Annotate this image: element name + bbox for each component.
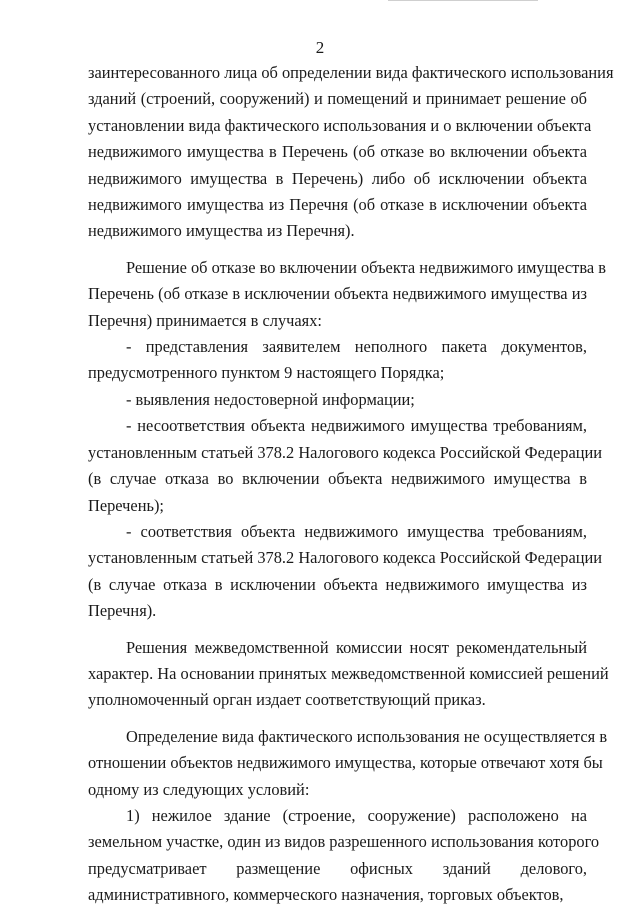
text-line: недвижимого имущества из Перечня (об отказе в исключении объекта [88,195,587,215]
paragraph-gap [88,625,587,635]
text-line: административного, коммерческого назначения, торговых объектов, [88,885,564,905]
text-line: Перечня) принимается в случаях: [88,310,322,330]
paragraph-p1 [88,60,614,245]
text-line: земельном участке, один из видов разрешенного использования которого [88,832,600,852]
text-line: 1) нежилое здание (строение, сооружение) расположено на [126,805,587,825]
text-line: заинтересованного лица об определении вида фактического использования [88,63,614,82]
scan-edge-mark [388,0,538,3]
text-line: характер. На основании принятых межведомственной комиссией решений [88,663,609,683]
text-line: установленным статьей 378.2 Налогового кодекса Российской Федерации [88,442,603,462]
paragraph-p8 [88,724,608,803]
text-line: предусмотренного пунктом 9 настоящего Порядка; [88,363,445,383]
text-line: (в случае отказа во включении объекта недвижимого имущества в [88,469,587,489]
paragraph-p2 [88,255,606,334]
text-line: - представления заявителем неполного пакета документов, [126,337,587,357]
text-line: уполномоченный орган издает соответствующий приказ. [88,690,486,710]
paragraph-gap [88,714,587,724]
text-line: одному из следующих условий: [88,779,310,799]
text-line: Определение вида фактического использования не осуществляется в [126,726,608,746]
list-item-false-information [88,387,587,413]
text-line: зданий (строений, сооружений) и помещений и принимает решение об [88,89,587,109]
text-line: установлении вида фактического использования и о включении объекта [88,115,592,135]
text-line: Перечня). [88,601,157,621]
paragraph-gap [88,245,587,255]
paragraph-p9 [88,803,600,909]
text-line: Перечень (об отказе в исключении объекта недвижимого имущества из [88,284,587,304]
paragraph-p7 [88,635,609,714]
list-item-incomplete-documents [88,334,587,387]
list-item-nonconformity [88,413,603,519]
text-line: отношении объектов недвижимого имущества, которые отвечают хотя бы [88,753,603,773]
text-line: - выявления недостоверной информации; [126,389,415,409]
text-line: предусматривает размещение офисных зданий делового, [88,858,587,878]
text-line: недвижимого имущества в Перечень) либо об исключении объекта [88,168,587,188]
text-line: - несоответствия объекта недвижимого имущества требованиям, [126,416,587,436]
text-line: недвижимого имущества из Перечня). [88,221,355,241]
text-line: - соответствия объекта недвижимого имущества требованиям, [126,521,587,541]
text-line: Решение об отказе во включении объекта недвижимого имущества в [126,257,606,277]
text-line: недвижимого имущества в Перечень (об отказе во включении объекта [88,142,587,162]
text-line: (в случае отказа в исключении объекта недвижимого имущества из [88,574,587,594]
list-item-conformity [88,519,603,625]
text-line: Решения межведомственной комиссии носят рекомендательный [126,637,587,657]
page-number: 2 [315,38,325,57]
text-line: установленным статьей 378.2 Налогового кодекса Российской Федерации [88,548,603,568]
text-line: Перечень); [88,495,164,515]
document-body [88,60,614,909]
